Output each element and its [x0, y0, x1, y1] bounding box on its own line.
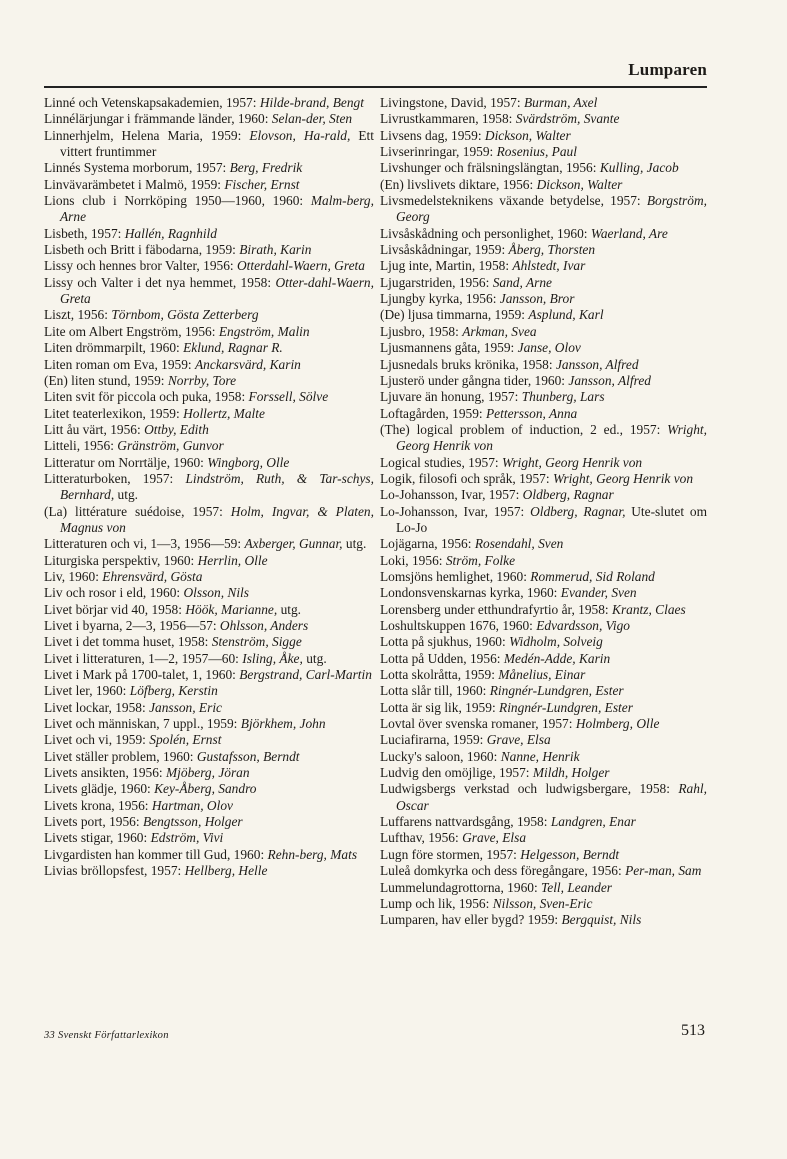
entry-author: Hilde-brand, Bengt — [259, 95, 364, 110]
entry-title: Lotta på Udden, 1956: — [380, 650, 501, 666]
entry-author: Burman, Axel — [523, 95, 598, 110]
entry-title: Livshunger och frälsningslängtan, 1956: — [380, 160, 597, 176]
entry-title: Ljungby kyrka, 1956: — [380, 291, 497, 307]
entry-title: (The) logical problem of induction, 2 ed., 1957: — [380, 421, 661, 437]
entry-title: Ludwigsbergs verkstad och ludwigsbergare, 1958: — [380, 781, 670, 797]
index-entry — [380, 880, 707, 896]
entry-author: Höök, Marianne, — [185, 601, 278, 617]
index-entry — [380, 765, 707, 781]
entry-author: Forssell, Sölve — [248, 389, 329, 405]
entry-author: Selan-der, Sten — [271, 111, 353, 127]
index-entry — [380, 226, 707, 242]
entry-title: Liv och rosor i eld, 1960: — [44, 585, 181, 601]
index-entry — [380, 830, 707, 846]
index-entry — [380, 422, 707, 455]
entry-author: Janse, Olov — [517, 340, 581, 356]
index-entry — [44, 177, 374, 193]
entry-author: Törnbom, Gösta Zetterberg — [111, 307, 259, 323]
entry-title: Lomsjöns hemlighet, 1960: — [380, 568, 527, 584]
entry-title: Livsåskådning och personlighet, 1960: — [380, 225, 588, 241]
index-entry — [380, 700, 707, 716]
index-entry — [44, 422, 374, 438]
entry-author: Mjöberg, Jöran — [166, 765, 250, 781]
entry-note: utg. — [280, 601, 302, 617]
entry-author: Bengtsson, Holger — [142, 814, 243, 830]
entry-title: Livet ställer problem, 1960: — [44, 748, 194, 764]
entry-title: Litt åu värt, 1956: — [44, 421, 141, 437]
entry-author: Helgesson, Berndt — [520, 846, 620, 862]
entry-author: Sand, Arne — [492, 274, 552, 290]
entry-author: Hellberg, Helle — [184, 863, 268, 879]
entry-note: Ett vittert fruntimmer — [60, 127, 374, 160]
entry-author: Åberg, Thorsten — [508, 242, 596, 258]
entry-author: Rosenius, Paul — [496, 144, 577, 160]
entry-author: Ottby, Edith — [144, 421, 209, 437]
entry-title: Livet i Mark på 1700-talet, 1, 1960: — [44, 667, 236, 683]
entry-title: Liten drömmarpilt, 1960: — [44, 340, 180, 356]
entry-title: Livgardisten han kommer till Gud, 1960: — [44, 846, 265, 862]
entry-note: utg. — [117, 487, 139, 503]
index-entry — [380, 781, 707, 814]
index-entry — [380, 602, 707, 618]
index-entry — [380, 373, 707, 389]
index-entry — [380, 585, 707, 601]
entry-title: Litteratur om Norrtälje, 1960: — [44, 454, 204, 470]
entry-author: Gränström, Gunvor — [117, 438, 224, 454]
entry-author: Gustafsson, Berndt — [196, 748, 300, 764]
entry-title: Lucky's saloon, 1960: — [380, 748, 498, 764]
index-entry — [44, 732, 374, 748]
entry-author: Ringnér-Lundgren, Ester — [489, 683, 624, 699]
entry-author: Waerland, Are — [590, 225, 668, 241]
index-entry — [380, 553, 707, 569]
index-entry — [44, 634, 374, 650]
index-entry — [44, 847, 374, 863]
index-entry — [44, 438, 374, 454]
entry-title: Lotta på sjukhus, 1960: — [380, 634, 506, 650]
entry-title: Livrustkammaren, 1958: — [380, 111, 513, 127]
entry-author: Ström, Folke — [445, 552, 516, 568]
entry-title: Lo-Johansson, Ivar, 1957: — [380, 487, 520, 503]
entry-author: Jansson, Alfred — [555, 356, 639, 372]
entry-title: Londonsvenskarnas kyrka, 1960: — [380, 585, 558, 601]
entry-author: Wingborg, Olle — [207, 454, 290, 470]
index-entry — [44, 667, 374, 683]
entry-author: Otter-dahl-Waern, Greta — [60, 274, 374, 307]
entry-title: Luciafirarna, 1959: — [380, 732, 484, 748]
index-entry — [44, 683, 374, 699]
index-entry — [44, 765, 374, 781]
entry-author: Krantz, Claes — [612, 601, 686, 617]
entry-title: Lo-Johansson, Ivar, 1957: — [380, 503, 525, 519]
index-entry — [380, 455, 707, 471]
entry-author: Grave, Elsa — [486, 732, 551, 748]
index-entry — [380, 912, 707, 928]
entry-author: Jansson, Bror — [499, 291, 575, 307]
index-entry — [380, 634, 707, 650]
index-entry — [44, 618, 374, 634]
index-entry — [44, 128, 374, 161]
entry-title: Livsens dag, 1959: — [380, 127, 482, 143]
entry-title: Lions club i Norrköping 1950—1960, 1960: — [44, 193, 304, 209]
entry-author: Olsson, Nils — [183, 585, 249, 601]
index-entry — [380, 144, 707, 160]
entry-author: Axberger, Gunnar, — [244, 536, 343, 552]
index-entry — [380, 111, 707, 127]
entry-author: Dickson, Walter — [484, 127, 571, 143]
index-entry — [380, 389, 707, 405]
entry-title: Liturgiska perspektiv, 1960: — [44, 552, 195, 568]
entry-author: Ahlstedt, Ivar — [512, 258, 586, 274]
entry-author: Pettersson, Anna — [486, 405, 578, 421]
entry-title: Lumparen, hav eller bygd? 1959: — [380, 912, 559, 928]
entry-title: Luleå domkyrka och dess föregångare, 1956: — [380, 863, 622, 879]
entry-title: Livet i byarna, 2—3, 1956—57: — [44, 618, 217, 633]
entry-author: Norrby, Tore — [167, 372, 237, 388]
entry-title: Livingstone, David, 1957: — [380, 95, 521, 110]
entry-author: Jansson, Eric — [149, 699, 222, 715]
entry-title: Lotta skolråtta, 1959: — [380, 667, 495, 683]
entry-title: Livets glädje, 1960: — [44, 781, 151, 797]
index-entry — [380, 667, 707, 683]
entry-author: Bergstrand, Carl-Martin — [239, 667, 372, 683]
entry-author: Löfberg, Kerstin — [129, 683, 218, 699]
entry-title: Livsmedelsteknikens växande betydelse, 1957: — [380, 193, 641, 209]
entry-author: Kulling, Jacob — [599, 160, 679, 176]
entry-author: Björkhem, John — [240, 716, 326, 732]
index-entry — [380, 749, 707, 765]
entry-title: Litteraturboken, 1957: — [44, 470, 174, 486]
index-entry — [380, 618, 707, 634]
entry-author: Nilsson, Sven-Eric — [492, 895, 593, 911]
entry-author: Birath, Karin — [239, 242, 312, 258]
entry-author: Asplund, Karl — [528, 307, 604, 323]
entry-title: Lissy och hennes bror Valter, 1956: — [44, 258, 234, 274]
entry-title: Lojägarna, 1956: — [380, 536, 472, 552]
entry-title: Ljusterö under gångna tider, 1960: — [380, 372, 566, 388]
index-entry — [380, 536, 707, 552]
entry-title: Lummelundagrottorna, 1960: — [380, 879, 538, 895]
entry-author: Wright, Georg Henrik von — [396, 421, 707, 454]
header-rule — [44, 86, 707, 88]
entry-author: Holm, Ingvar, & Platen, Magnus von — [60, 503, 374, 535]
entry-author: Fischer, Ernst — [224, 176, 300, 192]
entry-title: Livets ansikten, 1956: — [44, 765, 163, 781]
entry-title: Livets stigar, 1960: — [44, 830, 148, 846]
entry-title: Loki, 1956: — [380, 552, 443, 568]
signature-mark: 33 Svenskt Författarlexikon — [44, 1030, 169, 1041]
index-entry — [380, 847, 707, 863]
entry-author: Isling, Åke, — [242, 650, 303, 666]
index-entry — [380, 242, 707, 258]
entry-title: Livet och vi, 1959: — [44, 732, 146, 748]
index-entry — [44, 111, 374, 127]
index-entry — [44, 95, 374, 111]
entry-author: Spolén, Ernst — [149, 732, 222, 748]
entry-author: Wright, Georg Henrik von — [502, 454, 643, 470]
entry-author: Hollertz, Malte — [183, 405, 265, 421]
entry-title: Ljusbro, 1958: — [380, 323, 459, 339]
entry-title: Liten roman om Eva, 1959: — [44, 356, 192, 372]
entry-author: Holmberg, Olle — [575, 716, 660, 732]
entry-title: Livias bröllopsfest, 1957: — [44, 863, 182, 879]
entry-author: Bergquist, Nils — [561, 912, 642, 928]
index-entry — [44, 749, 374, 765]
index-entry — [380, 814, 707, 830]
index-entry — [44, 504, 374, 537]
entry-note: utg. — [345, 536, 367, 552]
index-entry — [44, 406, 374, 422]
entry-title: (De) ljusa timmarna, 1959: — [380, 307, 526, 323]
index-entry — [44, 373, 374, 389]
entry-author: Elovson, Ha-rald, — [249, 127, 351, 143]
index-entry — [44, 798, 374, 814]
entry-author: Hartman, Olov — [151, 797, 233, 813]
index-entry — [44, 275, 374, 308]
index-entry — [380, 128, 707, 144]
right-column — [380, 95, 707, 929]
entry-author: Ohlsson, Anders — [219, 618, 309, 633]
index-entry — [380, 160, 707, 176]
entry-author: Stenström, Sigge — [211, 634, 302, 650]
entry-author: Rahl, Oscar — [396, 781, 707, 813]
entry-author: Engström, Malin — [218, 323, 310, 339]
entry-author: Medén-Adde, Karin — [503, 650, 611, 666]
entry-author: Oldberg, Ragnar, — [530, 503, 626, 519]
entry-title: (La) littérature suédoise, 1957: — [44, 503, 223, 519]
running-head: Lumparen — [628, 60, 707, 79]
entry-author: Arkman, Svea — [462, 323, 537, 339]
index-entry — [44, 585, 374, 601]
index-entry — [380, 177, 707, 193]
entry-title: Ljuvare än honung, 1957: — [380, 389, 519, 405]
index-entry — [380, 193, 707, 226]
entry-author: Evander, Sven — [560, 585, 637, 601]
entry-title: Livet i det tomma huset, 1958: — [44, 634, 209, 650]
page-number: 513 — [681, 1022, 705, 1039]
entry-title: Linnerhjelm, Helena Maria, 1959: — [44, 127, 242, 143]
index-entry — [44, 471, 374, 504]
entry-title: Livet i litteraturen, 1—2, 1957—60: — [44, 650, 239, 666]
entry-title: Litteraturen och vi, 1—3, 1956—59: — [44, 536, 242, 552]
entry-title: Litet teaterlexikon, 1959: — [44, 405, 180, 421]
entry-author: Nanne, Henrik — [500, 748, 580, 764]
entry-author: Rosendahl, Sven — [474, 536, 564, 552]
index-entry — [44, 569, 374, 585]
entry-author: Landgren, Enar — [550, 814, 636, 830]
index-entry — [380, 651, 707, 667]
entry-title: Lotta slår till, 1960: — [380, 683, 487, 699]
index-entry — [380, 340, 707, 356]
entry-title: Lugn före stormen, 1957: — [380, 846, 517, 862]
index-entry — [44, 324, 374, 340]
index-entry — [44, 455, 374, 471]
entry-title: Ljug inte, Martin, 1958: — [380, 258, 510, 274]
entry-author: Widholm, Solveig — [509, 634, 603, 650]
index-entry — [380, 896, 707, 912]
index-entry — [44, 536, 374, 552]
index-entry — [380, 307, 707, 323]
entry-title: Ljugarstriden, 1956: — [380, 274, 490, 290]
entry-title: Lisbeth, 1957: — [44, 225, 122, 241]
entry-title: Livets krona, 1956: — [44, 797, 149, 813]
entry-author: Edström, Vivi — [150, 830, 224, 846]
index-entry — [44, 863, 374, 879]
entry-title: Logical studies, 1957: — [380, 454, 499, 470]
left-column — [44, 95, 374, 880]
entry-author: Key-Åberg, Sandro — [154, 781, 257, 797]
entry-author: Borgström, Georg — [396, 193, 707, 225]
index-entry — [380, 406, 707, 422]
index-entry — [380, 863, 707, 879]
entry-title: Livet och människan, 7 uppl., 1959: — [44, 716, 238, 732]
index-entry — [44, 357, 374, 373]
entry-author: Oldberg, Ragnar — [522, 487, 614, 503]
entry-author: Ringnér-Lundgren, Ester — [499, 699, 633, 715]
entry-title: Ljusnedals bruks krönika, 1958: — [380, 356, 553, 372]
entry-title: Livserinringar, 1959: — [380, 144, 494, 160]
index-entry — [44, 651, 374, 667]
entry-title: Livets port, 1956: — [44, 814, 140, 830]
index-entry — [44, 716, 374, 732]
index-entry — [380, 275, 707, 291]
entry-title: Luffarens nattvardsgång, 1958: — [380, 814, 548, 830]
entry-title: Linnés Systema morborum, 1957: — [44, 160, 227, 176]
index-entry — [380, 95, 707, 111]
entry-author: Rommerud, Sid Roland — [530, 568, 655, 584]
entry-title: Lisbeth och Britt i fäbodarna, 1959: — [44, 242, 236, 258]
entry-title: Livet lockar, 1958: — [44, 699, 146, 715]
entry-title: Linnélärjungar i främmande länder, 1960: — [44, 111, 269, 127]
entry-author: Anckarsvärd, Karin — [195, 356, 301, 372]
entry-title: (En) livslivets diktare, 1956: — [380, 176, 534, 192]
entry-author: Rehn-berg, Mats — [267, 846, 358, 862]
index-entry — [380, 291, 707, 307]
entry-title: Lufthav, 1956: — [380, 830, 459, 846]
index-entry — [44, 389, 374, 405]
entry-title: Lotta är sig lik, 1959: — [380, 699, 496, 715]
index-entry — [380, 683, 707, 699]
entry-title: Linvävarämbetet i Malmö, 1959: — [44, 176, 222, 192]
entry-author: Thunberg, Lars — [521, 389, 605, 405]
index-entry — [44, 700, 374, 716]
entry-author: Mildh, Holger — [532, 765, 610, 781]
index-entry — [44, 307, 374, 323]
entry-author: Jansson, Alfred — [568, 372, 651, 388]
entry-title: Lite om Albert Engström, 1956: — [44, 323, 216, 339]
index-entry — [44, 160, 374, 176]
entry-title: Ludvig den omöjlige, 1957: — [380, 765, 530, 781]
index-entry — [44, 781, 374, 797]
entry-author: Grave, Elsa — [462, 830, 527, 846]
entry-title: Liszt, 1956: — [44, 307, 108, 323]
entry-title: Loshultskuppen 1676, 1960: — [380, 618, 533, 633]
entry-author: Wright, Georg Henrik von — [552, 470, 694, 486]
index-entry — [380, 258, 707, 274]
entry-author: Eklund, Ragnar R. — [183, 340, 283, 356]
entry-title: Livet ler, 1960: — [44, 683, 127, 699]
index-entry — [380, 487, 707, 503]
index-entry — [44, 830, 374, 846]
index-entry — [44, 193, 374, 226]
entry-title: Lump och lik, 1956: — [380, 895, 490, 911]
entry-title: Logik, filosofi och språk, 1957: — [380, 470, 550, 486]
entry-title: Lissy och Valter i det nya hemmet, 1958: — [44, 274, 272, 290]
entry-note: utg. — [306, 650, 327, 666]
entry-author: Dickson, Walter — [536, 176, 623, 192]
index-entry — [380, 357, 707, 373]
entry-author: Per-man, Sam — [625, 863, 702, 879]
entry-author: Månelius, Einar — [498, 667, 586, 683]
index-entry — [380, 716, 707, 732]
entry-title: Ljusmannens gåta, 1959: — [380, 340, 515, 356]
index-entry — [44, 258, 374, 274]
index-entry — [44, 226, 374, 242]
entry-title: Liten svit för piccola och puka, 1958: — [44, 389, 246, 405]
index-entry — [44, 602, 374, 618]
index-entry — [380, 471, 707, 487]
entry-title: Livsåskådningar, 1959: — [380, 242, 506, 258]
index-entry — [380, 732, 707, 748]
entry-title: Lorensberg under etthundrafyrtio år, 1958: — [380, 601, 609, 617]
entry-title: Lovtal över svenska romaner, 1957: — [380, 716, 573, 732]
entry-author: Herrlin, Olle — [197, 552, 268, 568]
index-entry — [380, 569, 707, 585]
entry-author: Malm-berg, Arne — [60, 193, 374, 225]
entry-author: Tell, Leander — [541, 879, 612, 895]
entry-title: Litteli, 1956: — [44, 438, 114, 454]
entry-title: (En) liten stund, 1959: — [44, 372, 165, 388]
entry-author: Svärdström, Svante — [515, 111, 620, 127]
entry-title: Liv, 1960: — [44, 568, 99, 584]
index-entry — [44, 814, 374, 830]
entry-author: Hallén, Ragnhild — [124, 225, 217, 241]
entry-title: Livet börjar vid 40, 1958: — [44, 601, 182, 617]
index-entry — [380, 324, 707, 340]
entry-title: Loftagården, 1959: — [380, 405, 483, 421]
index-entry — [380, 504, 707, 537]
entry-author: Berg, Fredrik — [229, 160, 303, 176]
index-entry — [44, 340, 374, 356]
entry-author: Edvardsson, Vigo — [536, 618, 630, 633]
entry-author: Ehrensvärd, Gösta — [102, 568, 203, 584]
entry-title: Linné och Vetenskapsakademien, 1957: — [44, 95, 257, 110]
index-entry — [44, 242, 374, 258]
index-entry — [44, 553, 374, 569]
entry-author: Lindström, Ruth, & Tar-schys, Bernhard, — [60, 470, 374, 503]
entry-note: Ute-slutet om Lo-Jo — [396, 503, 707, 535]
entry-author: Otterdahl-Waern, Greta — [236, 258, 365, 274]
